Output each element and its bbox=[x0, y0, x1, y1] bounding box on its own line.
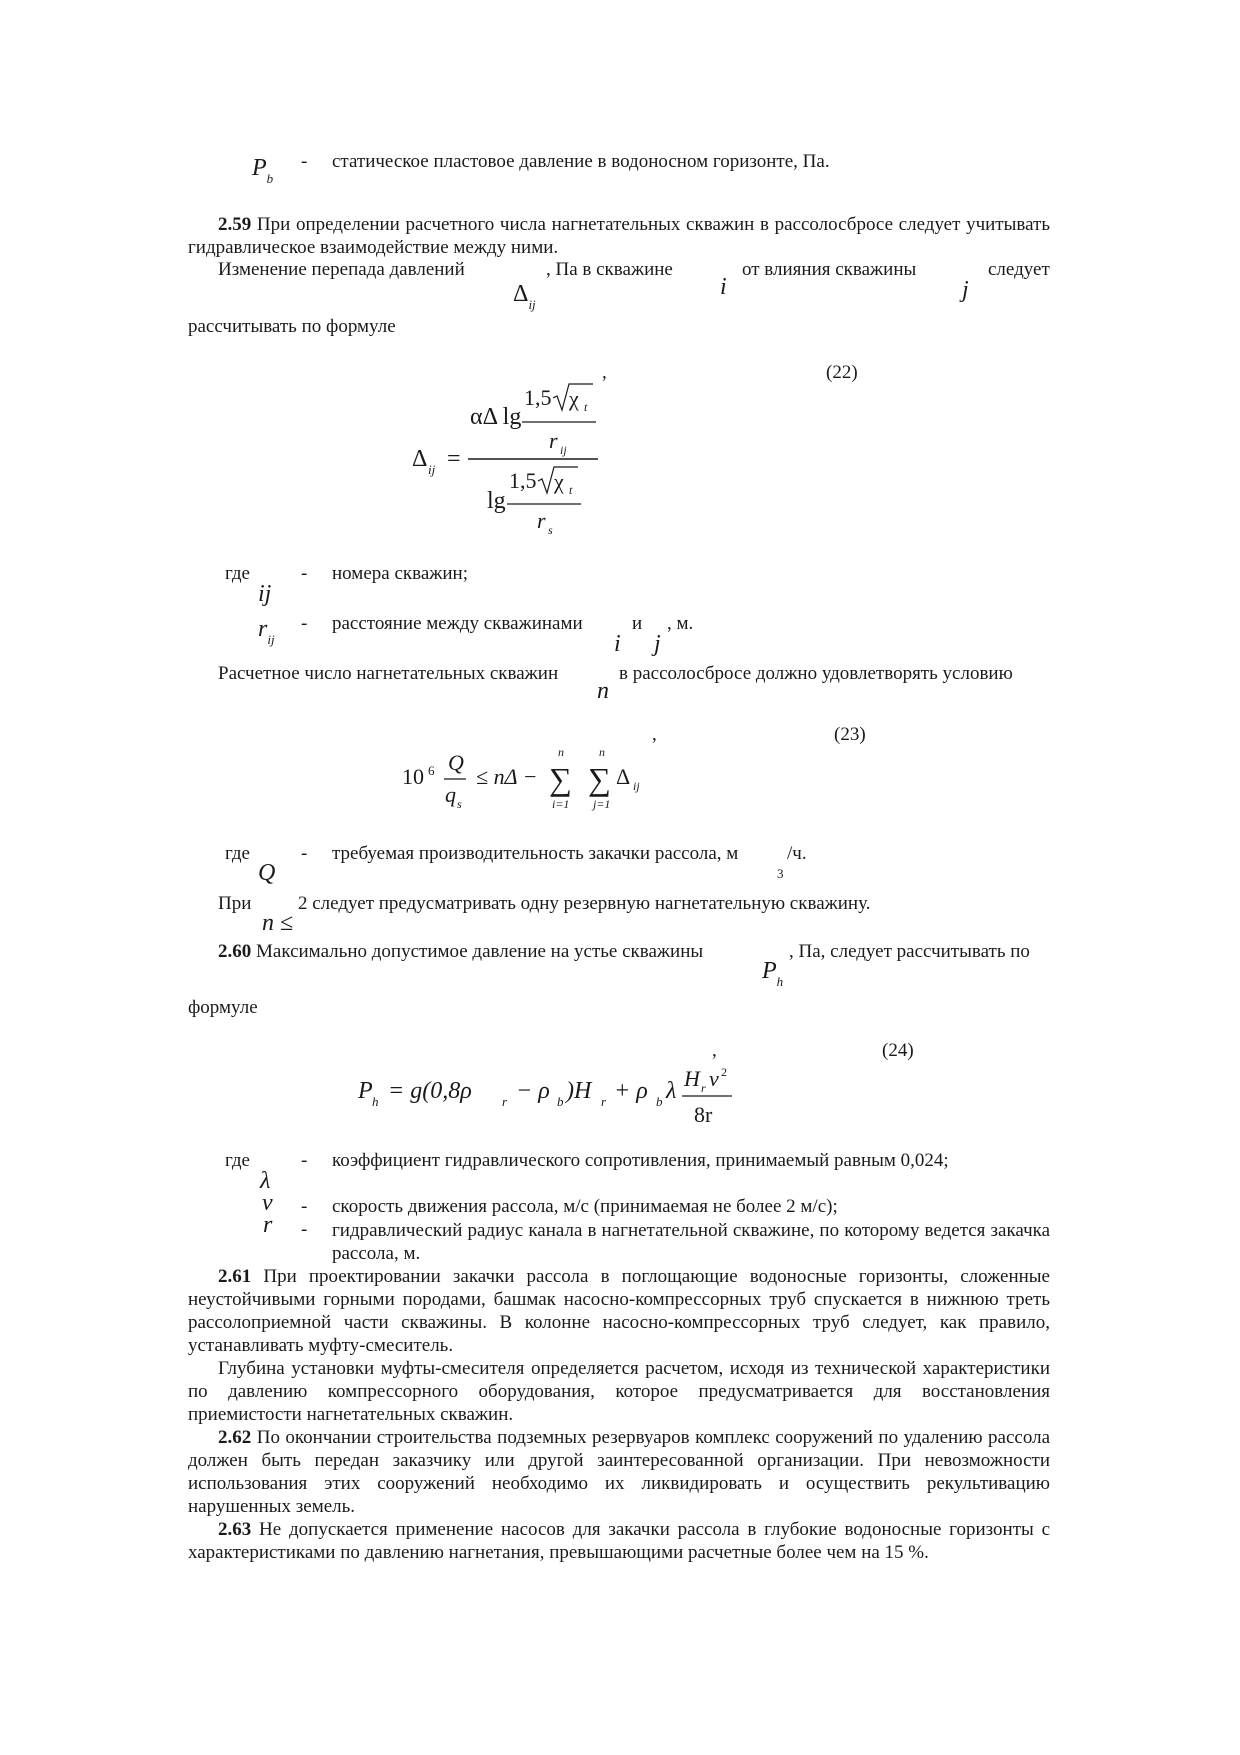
f23-ij: ij bbox=[633, 779, 640, 793]
para-2-60-b: , Па, следует рассчитывать по bbox=[789, 941, 1030, 962]
f23-six: 6 bbox=[428, 763, 435, 778]
where3-symbol: Q bbox=[258, 860, 276, 886]
pb-dash: - bbox=[301, 151, 308, 172]
where2-text-a: расстояние между скважинами bbox=[332, 613, 583, 634]
where2-j: j bbox=[654, 631, 661, 657]
delta-ij-symbol: $\Delta_{ij}$ bbox=[513, 281, 536, 312]
f22-chi-bottom: χ bbox=[554, 469, 564, 494]
v-symbol: v bbox=[262, 1190, 273, 1216]
where2-and: и bbox=[632, 613, 643, 634]
f24-v: v bbox=[709, 1066, 719, 1091]
f22-r-bottom: r bbox=[537, 508, 546, 533]
f23-n-top-1: n bbox=[558, 745, 564, 759]
where1-text: номера скважин; bbox=[332, 563, 469, 584]
f22-num-15-bottom: 1,5 bbox=[509, 468, 537, 493]
para-2-61b: Глубина установки муфты-смесителя определяется расчетом, исходя из технической характеристики по давлению компрессорного оборудования, которое предусматривается для восстановления приемистости нагнетательных скважин. bbox=[188, 1358, 1050, 1425]
f24-b: b bbox=[557, 1094, 564, 1109]
where4-label: где bbox=[225, 1150, 250, 1171]
f22-t-bottom: t bbox=[569, 483, 573, 497]
f24-H: )H bbox=[566, 1078, 592, 1104]
where4-text-3: гидравлический радиус канала в нагнетательной скважине, по которому ведется закачка рассола, м. bbox=[332, 1220, 1050, 1264]
formula-23 bbox=[0, 700, 1240, 830]
where1-label: где bbox=[225, 563, 250, 584]
para-2-59: 2.59 При определении расчетного числа нагнетательных скважин в рассолосбросе следует учитывать гидравлическое взаимодействие между ними. bbox=[188, 214, 1050, 258]
f24-comma: , bbox=[712, 1040, 717, 1061]
f23-q: q bbox=[445, 782, 456, 807]
where2-symbol: $r_{ij}$ bbox=[258, 616, 275, 647]
f24-lambda: λ bbox=[666, 1078, 677, 1104]
where2-i: i bbox=[614, 631, 621, 657]
count-text-a: Расчетное число нагнетательных скважин bbox=[218, 663, 559, 684]
para-2-63: 2.63 Не допускается применение насосов для закачки рассола в глубокие водоносные горизонты с характеристиками по давлению нагнетания, превышающими расчетные более чем на 15 %. bbox=[188, 1519, 1051, 1563]
f23-rhs: ≤ nΔ − bbox=[476, 764, 538, 789]
f22-number: (22) bbox=[826, 362, 858, 383]
i-symbol: i bbox=[720, 274, 727, 300]
f22-r-top: r bbox=[549, 428, 558, 453]
ph-symbol: $P_h$ bbox=[762, 958, 784, 989]
f22-ij-top: ij bbox=[560, 443, 567, 457]
p259-line2-c: от влияния скважины bbox=[742, 259, 917, 280]
where3-sup: 3 bbox=[777, 866, 784, 881]
where4-dash-2: - bbox=[301, 1196, 308, 1217]
f23-j1: j=1 bbox=[593, 797, 611, 811]
where4-dash-3: - bbox=[301, 1219, 308, 1240]
count-n: n bbox=[597, 678, 609, 704]
where1-dash: - bbox=[301, 563, 308, 584]
count-text-b: в рассолосбросе должно удовлетворять условию bbox=[619, 663, 1013, 684]
p259-line2-a: Изменение перепада давлений bbox=[218, 259, 465, 280]
f22-t-top: t bbox=[584, 400, 588, 414]
f23-ten: 10 bbox=[402, 764, 424, 789]
f24-r3: r bbox=[701, 1081, 706, 1095]
f23-sigma-2: ∑ bbox=[588, 761, 611, 797]
f22-s-bottom: s bbox=[548, 523, 553, 537]
p259-line2-b: , Па в скважине bbox=[546, 259, 673, 280]
f24-Hr: H bbox=[684, 1066, 700, 1091]
where4-dash-1: - bbox=[301, 1150, 308, 1171]
f23-s: s bbox=[457, 797, 462, 811]
f22-chi-top: χ bbox=[569, 386, 579, 411]
f24-plus: + ρ bbox=[614, 1078, 648, 1104]
f24-b2: b bbox=[656, 1094, 663, 1109]
f22-num-15: 1,5 bbox=[524, 385, 552, 410]
f23-i1: i=1 bbox=[552, 797, 570, 811]
pb-definition: статическое пластовое давление в водоносном горизонте, Па. bbox=[332, 151, 830, 172]
f22-eq: = bbox=[447, 446, 461, 472]
f24-number: (24) bbox=[882, 1040, 914, 1061]
para-2-62: 2.62 По окончании строительства подземных резервуаров комплекс сооружений по удалению рассола должен быть передан заказчику или другой заинтересованной организации. При невозможности использования этих сооружений необходимо их ликвидировать и осуществить рекультивацию нарушенных земель. bbox=[188, 1427, 1050, 1517]
j-symbol: j bbox=[962, 277, 969, 303]
reserve-b: 2 следует предусматривать одну резервную нагнетательную скважину. bbox=[298, 893, 871, 914]
f22-alpha: αΔ lg bbox=[470, 404, 522, 430]
reserve-symbol: n ≤ bbox=[262, 910, 294, 936]
para-2-60-a: 2.60 Максимально допустимое давление на устье скважины bbox=[218, 941, 704, 962]
where3-text: требуемая производительность закачки рассола, м bbox=[332, 843, 739, 864]
f22-lg: lg bbox=[487, 488, 506, 514]
f24-h: h bbox=[372, 1094, 379, 1109]
para-2-61: 2.61 При проектировании закачки рассола в поглощающие водоносные горизонты, сложенные неустойчивыми горными породами, башмак насосно-компрессорных труб спускается в нижнюю треть рассолоприемной части скважины. В колонне насосно-компрессорных труб следует, как правило, устанавливать муфту-смеситель. bbox=[188, 1266, 1050, 1356]
f23-comma: , bbox=[652, 724, 657, 745]
f23-delta: Δ bbox=[616, 764, 631, 789]
para-2-60-line2: формуле bbox=[188, 997, 258, 1018]
where2-dash: - bbox=[301, 613, 308, 634]
f24-r2: r bbox=[601, 1094, 607, 1109]
formula-22 bbox=[0, 0, 1240, 560]
where1-symbol: ij bbox=[258, 581, 272, 607]
f22-lhs-sub: ij bbox=[428, 462, 436, 477]
f23-sigma-1: ∑ bbox=[549, 761, 572, 797]
f23-Q: Q bbox=[448, 750, 464, 775]
reserve-a: При bbox=[218, 893, 252, 914]
f22-comma: , bbox=[602, 362, 607, 383]
pb-symbol: $P_b$ bbox=[252, 155, 274, 186]
where3-label: где bbox=[225, 843, 250, 864]
f23-n-top-2: n bbox=[599, 745, 605, 759]
where2-text-b: , м. bbox=[667, 613, 694, 634]
f24-minus: − ρ bbox=[516, 1078, 550, 1104]
para-num: 2.59 bbox=[218, 214, 252, 235]
p259-line3: рассчитывать по формуле bbox=[188, 316, 396, 337]
where3-dash: - bbox=[301, 843, 308, 864]
f24-two: 2 bbox=[721, 1065, 727, 1079]
formula-24 bbox=[0, 1030, 1240, 1140]
f23-number: (23) bbox=[834, 724, 866, 745]
f24-den: 8r bbox=[694, 1102, 713, 1127]
f24-Ph: P bbox=[358, 1078, 373, 1104]
p259-line2-d: следует bbox=[988, 259, 1050, 280]
f22-lhs: Δ bbox=[412, 446, 428, 472]
r-symbol: r bbox=[263, 1212, 273, 1238]
where3-unit: /ч. bbox=[787, 843, 807, 864]
f24-r1: r bbox=[502, 1094, 508, 1109]
lambda-symbol: λ bbox=[260, 1168, 271, 1194]
f24-body: = g(0,8ρ bbox=[388, 1078, 472, 1104]
where4-text-2: скорость движения рассола, м/с (принимаемая не более 2 м/с); bbox=[332, 1196, 838, 1217]
where4-text-1: коэффициент гидравлического сопротивления, принимаемый равным 0,024; bbox=[332, 1150, 949, 1171]
